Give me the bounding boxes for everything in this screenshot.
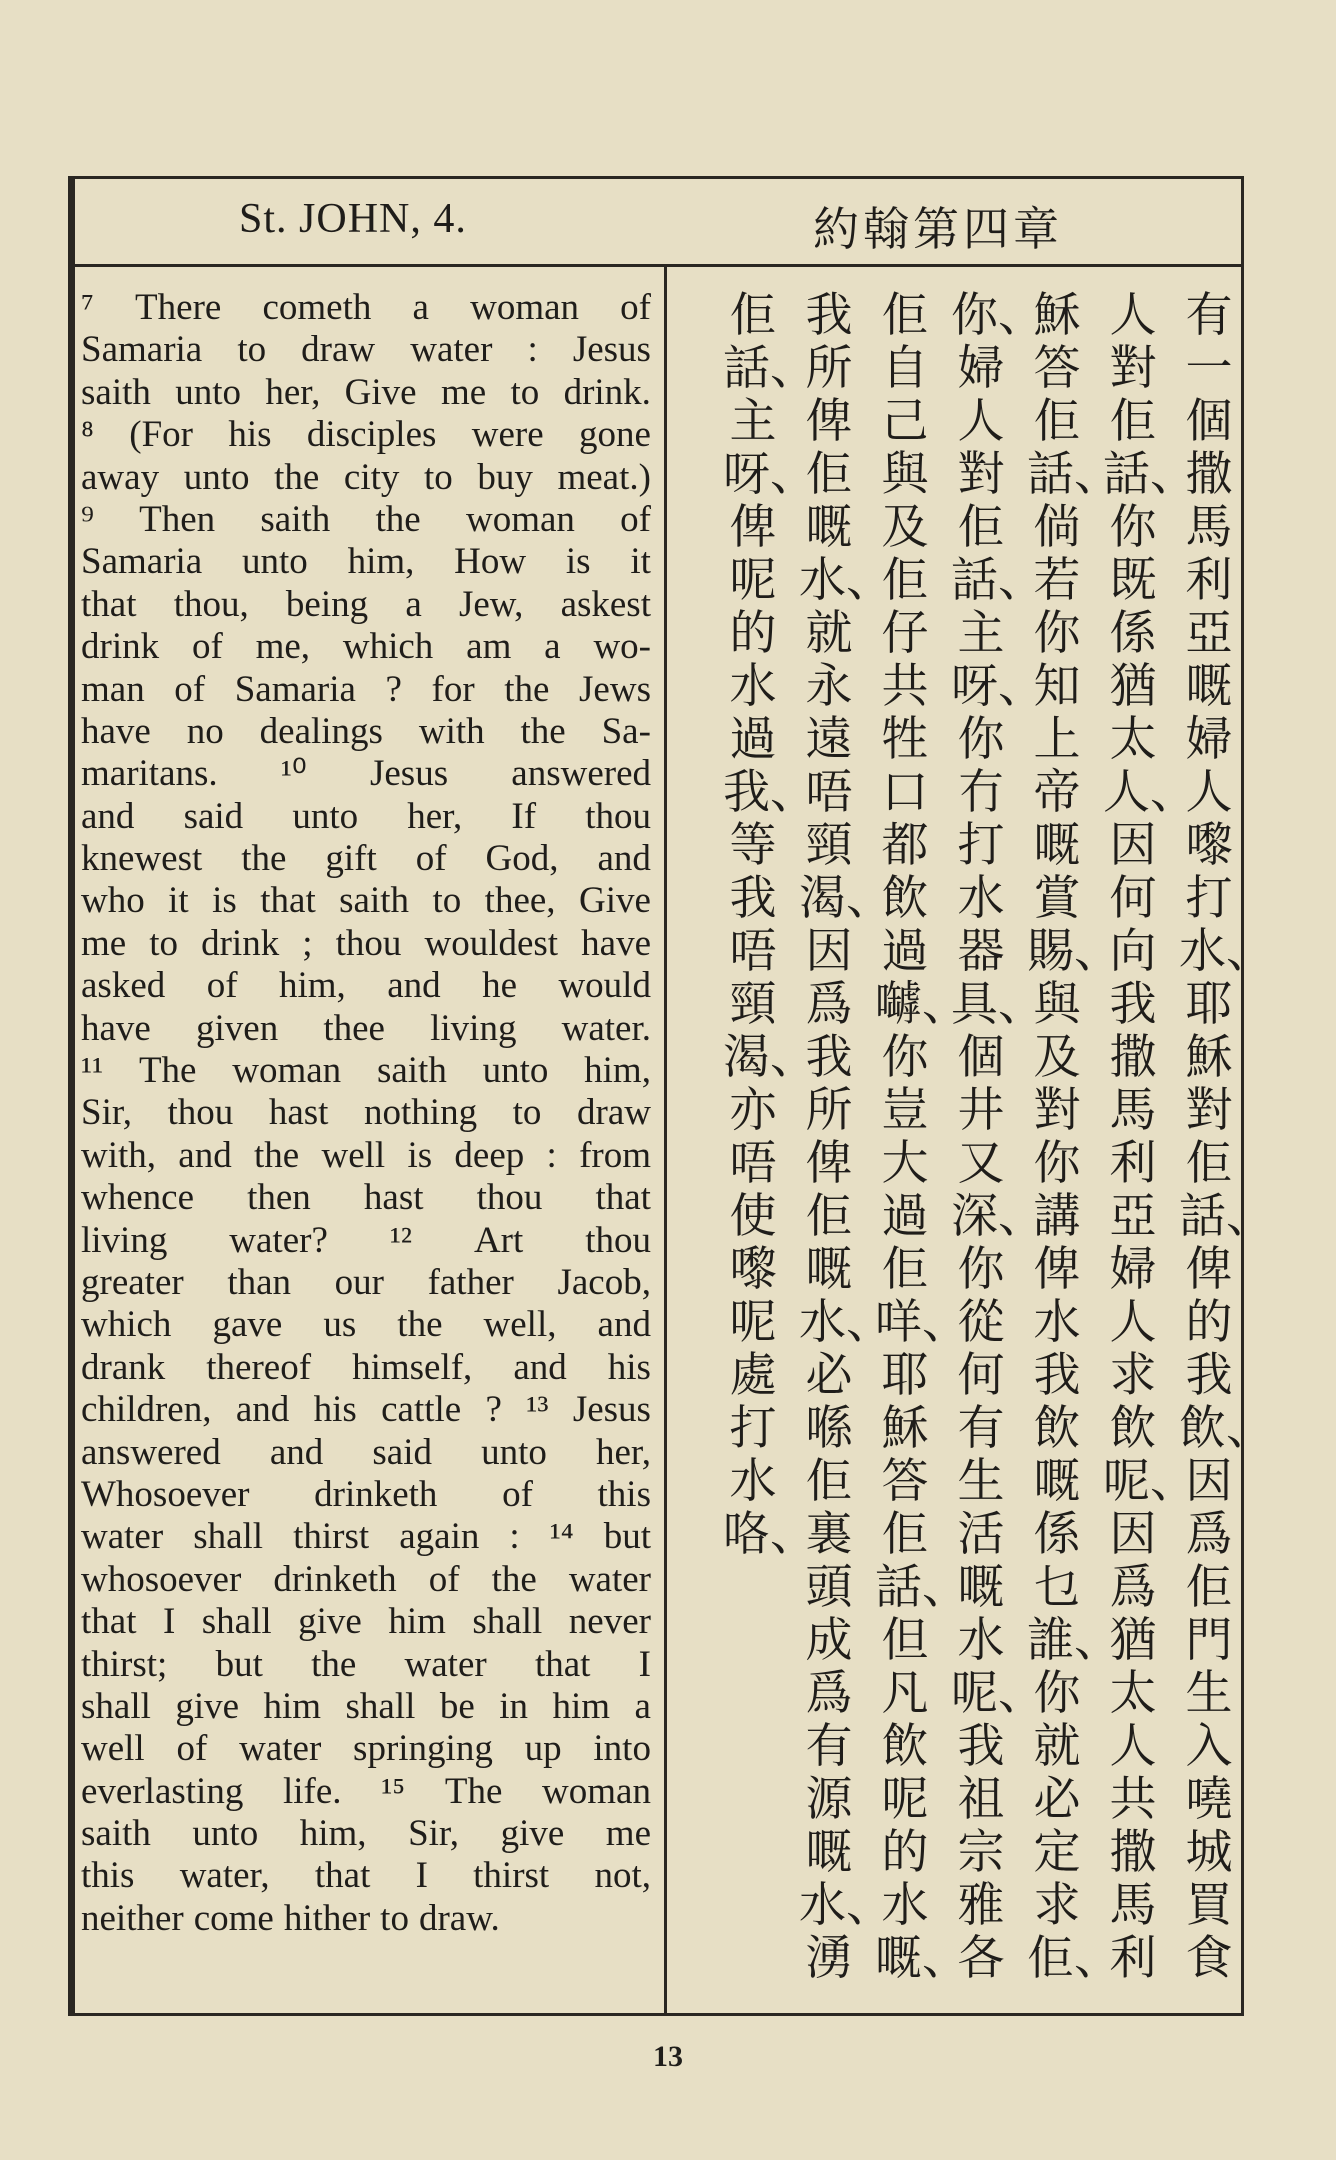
chinese-column: 有 一 個 撒 馬 利 亞 嘅 婦 人 嚟 打 水、 耶 穌 對 佢 話、 俾 的 我 飲、 因 爲 佢 門 生 入 嘵 城 買 食	[1179, 288, 1273, 1986]
english-line: ⁹ Then saith the woman of	[81, 498, 651, 540]
english-line: drink of me, which am a wo-	[81, 626, 651, 668]
page-header	[71, 179, 1241, 267]
english-line: have given thee living water.	[81, 1007, 651, 1049]
chinese-column: 穌 答 佢 話、 倘 若 你 知 上 帝 嘅 賞 賜、 與 及 對 你 講 俾 水 我 飲 嘅 係 乜 誰、 你 就 必 定 求 佢、	[1027, 288, 1121, 1986]
english-line: me to drink ; thou wouldest have	[81, 922, 651, 964]
english-line: maritans. ¹⁰ Jesus answered	[81, 753, 651, 795]
page-frame	[68, 176, 1273, 2016]
english-line: that thou, being a Jew, askest	[81, 583, 651, 625]
page-number: 13	[653, 2040, 683, 2073]
english-line: saith unto him, Sir, give me	[81, 1813, 651, 1855]
english-line: who it is that saith to thee, Give	[81, 880, 651, 922]
english-line: ⁷ There cometh a woman of	[81, 287, 651, 328]
english-line: everlasting life. ¹⁵ The woman	[81, 1770, 651, 1812]
column-divider	[664, 267, 667, 2016]
english-line: shall give him shall be in him a	[81, 1685, 651, 1727]
english-line: this water, that I thirst not,	[81, 1855, 651, 1897]
english-line: that I shall give him shall never	[81, 1601, 651, 1643]
english-line: have no dealings with the Sa-	[81, 710, 651, 752]
chinese-column: 佢 話、 主 呀、 俾 呢 的 水 過 我、 等 我 唔 頸 渴、 亦 唔 使 嚟 呢 處 打 水 咯、	[723, 288, 817, 1562]
english-line: asked of him, and he would	[81, 965, 651, 1007]
english-line: water shall thirst again : ¹⁴ but	[81, 1516, 651, 1558]
english-line: Whosoever drinketh of this	[81, 1473, 651, 1515]
english-line: man of Samaria ? for the Jews	[81, 668, 651, 710]
english-line: saith unto her, Give me to drink.	[81, 371, 651, 413]
english-line: answered and said unto her,	[81, 1431, 651, 1473]
chinese-running-title: 約翰第四章	[813, 202, 1063, 256]
chinese-column: 我 所 俾 佢 嘅 水、 就 永 遠 唔 頸 渴、 因 爲 我 所 俾 佢 嘅 水、 必 喺 佢 裏 頭 成 爲 有 源 嘅 水、 湧	[799, 288, 893, 1986]
english-line: ⁸ (For his disciples were gone	[81, 414, 651, 456]
english-line: and said unto her, If thou	[81, 795, 651, 837]
chinese-text-column	[685, 288, 1273, 2009]
english-line: whence then hast thou that	[81, 1177, 651, 1219]
english-line: drank thereof himself, and his	[81, 1346, 651, 1388]
english-line: with, and the well is deep : from	[81, 1134, 651, 1176]
english-line: whosoever drinketh of the water	[81, 1558, 651, 1600]
english-line: ¹¹ The woman saith unto him,	[81, 1050, 651, 1092]
english-line: children, and his cattle ? ¹³ Jesus	[81, 1389, 651, 1431]
english-line: thirst; but the water that I	[81, 1643, 651, 1685]
chinese-column: 你、 婦 人 對 佢 話、 主 呀、 你 冇 打 水 器 具、 個 井 又 深、 你 從 何 有 生 活 嘅 水 呢、 我 祖 宗 雅 各	[951, 288, 1045, 1986]
english-line: well of water springing up into	[81, 1728, 651, 1770]
english-line: greater than our father Jacob,	[81, 1261, 651, 1303]
english-running-title: St. JOHN, 4.	[239, 196, 467, 242]
english-line: which gave us the well, and	[81, 1304, 651, 1346]
english-line: away unto the city to buy meat.)	[81, 456, 651, 498]
english-line: living water? ¹² Art thou	[81, 1219, 651, 1261]
chinese-column: 佢 自 己 與 及 佢 仔 共 牲 口 都 飲 過 嚹、 你 豈 大 過 佢 咩、 耶 穌 答 佢 話、 但 凡 飲 呢 的 水 嘅、	[875, 288, 969, 1986]
english-text-column	[81, 287, 651, 1940]
english-line: Sir, thou hast nothing to draw	[81, 1092, 651, 1134]
english-line: knewest the gift of God, and	[81, 838, 651, 880]
english-line: neither come hither to draw.	[81, 1897, 500, 1939]
english-line: Samaria unto him, How is it	[81, 541, 651, 583]
chinese-column: 人 對 佢 話、 你 既 係 猶 太 人、 因 何 向 我 撒 馬 利 亞 婦 人 求 飲 呢、 因 爲 猶 太 人 共 撒 馬 利	[1103, 288, 1197, 1986]
english-line: Samaria to draw water : Jesus	[81, 329, 651, 371]
